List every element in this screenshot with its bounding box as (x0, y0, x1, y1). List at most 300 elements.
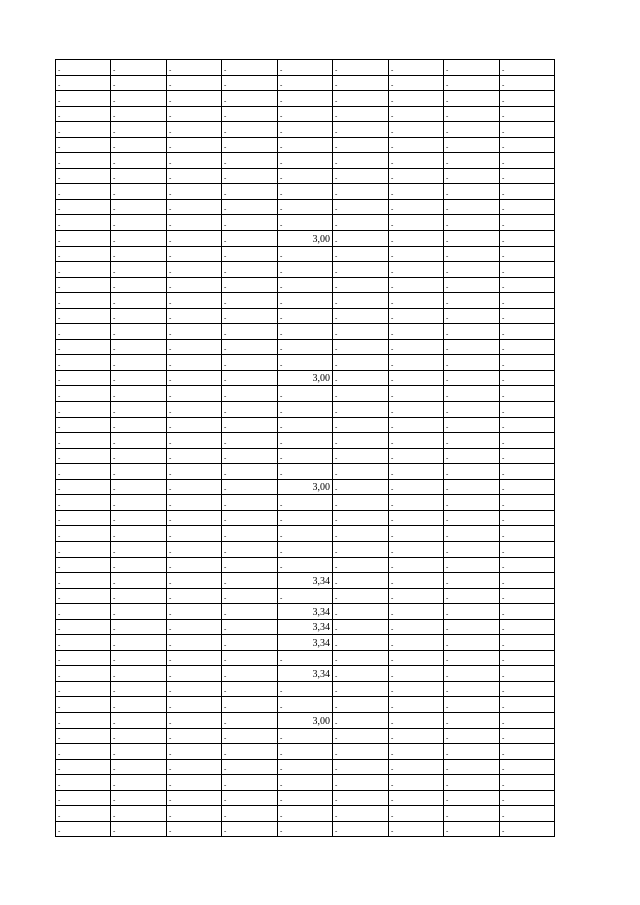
table-cell[interactable]: - (222, 402, 278, 418)
table-cell[interactable]: - (278, 510, 333, 526)
table-cell[interactable]: - (167, 246, 222, 262)
table-cell[interactable]: - (500, 168, 555, 184)
table-cell[interactable]: - (278, 246, 333, 262)
table-cell[interactable]: - (444, 821, 500, 837)
table-cell[interactable]: - (389, 728, 444, 744)
table-cell[interactable]: 3,34 (278, 619, 333, 635)
table-cell[interactable]: - (500, 464, 555, 480)
table-cell[interactable]: 3,34 (278, 666, 333, 682)
table-cell[interactable]: - (56, 479, 111, 495)
table-cell[interactable]: - (333, 588, 389, 604)
table-cell[interactable]: - (333, 168, 389, 184)
table-cell[interactable]: - (111, 153, 167, 169)
table-cell[interactable]: - (111, 526, 167, 542)
table-cell[interactable]: - (444, 697, 500, 713)
table-cell[interactable]: - (222, 324, 278, 340)
table-cell[interactable]: - (278, 402, 333, 418)
table-cell[interactable]: - (111, 619, 167, 635)
table-cell[interactable]: - (56, 759, 111, 775)
table-cell[interactable]: - (389, 604, 444, 620)
table-cell[interactable]: - (56, 573, 111, 589)
table-cell[interactable]: - (333, 759, 389, 775)
table-cell[interactable]: - (111, 464, 167, 480)
table-cell[interactable]: - (333, 650, 389, 666)
table-cell[interactable]: - (56, 666, 111, 682)
table-cell[interactable]: - (167, 402, 222, 418)
table-cell[interactable]: - (111, 339, 167, 355)
table-cell[interactable]: - (444, 728, 500, 744)
table-cell[interactable]: - (333, 557, 389, 573)
table-cell[interactable]: - (389, 759, 444, 775)
table-cell[interactable]: - (56, 806, 111, 822)
table-cell[interactable]: - (500, 402, 555, 418)
table-cell[interactable]: - (444, 604, 500, 620)
table-cell[interactable]: - (444, 91, 500, 107)
table-cell[interactable]: - (278, 386, 333, 402)
table-cell[interactable]: - (500, 697, 555, 713)
table-cell[interactable]: - (389, 448, 444, 464)
table-cell[interactable]: - (167, 510, 222, 526)
table-cell[interactable]: - (500, 495, 555, 511)
table-cell[interactable]: - (389, 246, 444, 262)
table-cell[interactable]: - (278, 526, 333, 542)
table-cell[interactable]: - (167, 231, 222, 247)
table-cell[interactable]: - (444, 650, 500, 666)
table-cell[interactable]: - (333, 402, 389, 418)
table-cell[interactable]: - (222, 308, 278, 324)
table-cell[interactable]: - (500, 137, 555, 153)
table-cell[interactable]: - (111, 495, 167, 511)
table-cell[interactable]: - (389, 386, 444, 402)
table-cell[interactable]: - (222, 681, 278, 697)
table-cell[interactable]: - (56, 370, 111, 386)
table-cell[interactable]: - (444, 464, 500, 480)
table-cell[interactable]: - (167, 573, 222, 589)
table-cell[interactable]: - (167, 153, 222, 169)
table-cell[interactable]: - (111, 604, 167, 620)
table-cell[interactable]: - (111, 433, 167, 449)
table-cell[interactable]: - (56, 650, 111, 666)
table-cell[interactable]: - (444, 370, 500, 386)
table-cell[interactable]: - (333, 775, 389, 791)
table-cell[interactable]: - (500, 526, 555, 542)
table-cell[interactable]: - (389, 355, 444, 371)
table-cell[interactable]: - (444, 681, 500, 697)
table-cell[interactable]: - (500, 635, 555, 651)
table-cell[interactable]: - (333, 308, 389, 324)
table-cell[interactable]: - (444, 153, 500, 169)
table-cell[interactable]: - (56, 215, 111, 231)
table-cell[interactable]: - (278, 650, 333, 666)
table-cell[interactable]: - (167, 324, 222, 340)
table-cell[interactable]: - (167, 433, 222, 449)
table-cell[interactable]: - (444, 168, 500, 184)
table-cell[interactable]: - (333, 541, 389, 557)
table-cell[interactable]: - (333, 495, 389, 511)
table-cell[interactable]: - (56, 417, 111, 433)
table-cell[interactable]: - (500, 728, 555, 744)
table-cell[interactable]: - (222, 775, 278, 791)
table-cell[interactable]: - (56, 697, 111, 713)
table-cell[interactable]: - (500, 588, 555, 604)
table-cell[interactable]: - (56, 199, 111, 215)
table-cell[interactable]: - (56, 60, 111, 76)
table-cell[interactable]: - (167, 821, 222, 837)
table-cell[interactable]: 3,00 (278, 231, 333, 247)
table-cell[interactable]: - (56, 510, 111, 526)
table-cell[interactable]: - (278, 153, 333, 169)
table-cell[interactable]: - (389, 775, 444, 791)
table-cell[interactable]: - (167, 277, 222, 293)
table-cell[interactable]: - (389, 370, 444, 386)
table-cell[interactable]: - (111, 75, 167, 91)
table-cell[interactable]: - (56, 541, 111, 557)
table-cell[interactable]: - (222, 168, 278, 184)
table-cell[interactable]: 3,34 (278, 604, 333, 620)
table-cell[interactable]: - (167, 495, 222, 511)
table-cell[interactable]: - (56, 464, 111, 480)
table-cell[interactable]: - (500, 231, 555, 247)
table-cell[interactable]: - (500, 122, 555, 138)
table-cell[interactable]: - (222, 759, 278, 775)
table-cell[interactable]: - (167, 106, 222, 122)
table-cell[interactable]: - (389, 573, 444, 589)
table-cell[interactable]: - (111, 91, 167, 107)
table-cell[interactable]: - (222, 557, 278, 573)
table-cell[interactable]: - (389, 806, 444, 822)
table-cell[interactable]: - (278, 308, 333, 324)
table-cell[interactable]: - (278, 448, 333, 464)
table-cell[interactable]: - (333, 355, 389, 371)
table-cell[interactable]: - (111, 510, 167, 526)
table-cell[interactable]: - (111, 137, 167, 153)
table-cell[interactable]: - (389, 821, 444, 837)
table-cell[interactable]: - (222, 60, 278, 76)
table-cell[interactable]: - (167, 619, 222, 635)
table-cell[interactable]: - (444, 510, 500, 526)
table-cell[interactable]: - (167, 790, 222, 806)
table-cell[interactable]: - (222, 541, 278, 557)
table-cell[interactable]: - (500, 806, 555, 822)
table-cell[interactable]: - (444, 60, 500, 76)
table-cell[interactable]: - (500, 681, 555, 697)
table-cell[interactable]: - (333, 246, 389, 262)
table-cell[interactable]: - (444, 106, 500, 122)
table-cell[interactable]: - (333, 215, 389, 231)
table-cell[interactable]: - (111, 666, 167, 682)
table-cell[interactable]: - (222, 806, 278, 822)
table-cell[interactable]: - (333, 417, 389, 433)
table-cell[interactable]: - (111, 184, 167, 200)
table-cell[interactable]: - (56, 122, 111, 138)
table-cell[interactable]: - (278, 433, 333, 449)
table-cell[interactable]: - (56, 262, 111, 278)
table-cell[interactable]: - (222, 417, 278, 433)
table-cell[interactable]: - (444, 775, 500, 791)
table-cell[interactable]: - (111, 775, 167, 791)
table-cell[interactable]: - (333, 697, 389, 713)
table-cell[interactable]: - (111, 557, 167, 573)
table-cell[interactable]: - (222, 137, 278, 153)
table-cell[interactable]: - (222, 464, 278, 480)
table-cell[interactable]: - (56, 588, 111, 604)
table-cell[interactable]: - (444, 433, 500, 449)
table-cell[interactable]: - (167, 635, 222, 651)
table-cell[interactable]: - (444, 246, 500, 262)
table-cell[interactable]: - (222, 339, 278, 355)
table-cell[interactable]: - (167, 526, 222, 542)
table-cell[interactable]: - (222, 370, 278, 386)
table-cell[interactable]: - (222, 231, 278, 247)
table-cell[interactable]: - (167, 417, 222, 433)
table-cell[interactable]: - (111, 728, 167, 744)
table-cell[interactable]: - (278, 60, 333, 76)
table-cell[interactable]: - (56, 821, 111, 837)
table-cell[interactable]: - (333, 448, 389, 464)
table-cell[interactable]: - (333, 184, 389, 200)
table-cell[interactable]: - (167, 448, 222, 464)
table-cell[interactable]: - (444, 137, 500, 153)
table-cell[interactable]: - (333, 821, 389, 837)
table-cell[interactable]: - (56, 635, 111, 651)
table-cell[interactable]: - (222, 199, 278, 215)
table-cell[interactable]: - (167, 588, 222, 604)
table-cell[interactable]: - (278, 417, 333, 433)
table-cell[interactable]: - (56, 495, 111, 511)
table-cell[interactable]: - (444, 448, 500, 464)
table-cell[interactable]: - (500, 355, 555, 371)
table-cell[interactable]: - (111, 697, 167, 713)
table-cell[interactable]: - (444, 199, 500, 215)
table-cell[interactable]: - (500, 293, 555, 309)
table-cell[interactable]: - (111, 821, 167, 837)
table-cell[interactable]: - (111, 355, 167, 371)
table-cell[interactable]: - (389, 106, 444, 122)
table-cell[interactable]: - (333, 370, 389, 386)
table-cell[interactable]: - (500, 215, 555, 231)
table-cell[interactable]: - (444, 293, 500, 309)
table-cell[interactable]: - (500, 324, 555, 340)
table-cell[interactable]: - (444, 184, 500, 200)
table-cell[interactable]: - (56, 402, 111, 418)
table-cell[interactable]: - (278, 588, 333, 604)
table-cell[interactable]: - (222, 433, 278, 449)
table-cell[interactable]: - (500, 557, 555, 573)
table-cell[interactable]: - (222, 106, 278, 122)
table-cell[interactable]: 3,34 (278, 635, 333, 651)
table-cell[interactable]: - (389, 324, 444, 340)
table-cell[interactable]: - (222, 650, 278, 666)
table-cell[interactable]: - (222, 495, 278, 511)
table-cell[interactable]: - (222, 604, 278, 620)
table-cell[interactable]: - (333, 712, 389, 728)
table-cell[interactable]: - (333, 277, 389, 293)
table-cell[interactable]: - (333, 479, 389, 495)
table-cell[interactable]: - (56, 728, 111, 744)
table-cell[interactable]: - (278, 91, 333, 107)
table-cell[interactable]: 3,00 (278, 712, 333, 728)
table-cell[interactable]: - (167, 728, 222, 744)
table-cell[interactable]: - (444, 231, 500, 247)
table-cell[interactable]: - (56, 184, 111, 200)
table-cell[interactable]: - (500, 417, 555, 433)
table-cell[interactable]: - (167, 479, 222, 495)
table-cell[interactable]: - (167, 712, 222, 728)
table-cell[interactable]: - (278, 355, 333, 371)
table-cell[interactable]: - (278, 277, 333, 293)
table-cell[interactable]: - (167, 184, 222, 200)
table-cell[interactable]: 3,34 (278, 573, 333, 589)
table-cell[interactable]: - (167, 60, 222, 76)
table-cell[interactable]: - (500, 541, 555, 557)
table-cell[interactable]: - (500, 277, 555, 293)
table-cell[interactable]: - (389, 588, 444, 604)
table-cell[interactable]: - (444, 479, 500, 495)
table-cell[interactable]: - (500, 573, 555, 589)
table-cell[interactable]: - (167, 650, 222, 666)
table-cell[interactable]: - (278, 293, 333, 309)
table-cell[interactable]: - (389, 495, 444, 511)
table-cell[interactable]: - (333, 790, 389, 806)
table-cell[interactable]: - (389, 510, 444, 526)
table-cell[interactable]: - (444, 526, 500, 542)
table-cell[interactable]: - (500, 106, 555, 122)
table-cell[interactable]: - (167, 681, 222, 697)
table-cell[interactable]: - (222, 215, 278, 231)
table-cell[interactable]: - (111, 479, 167, 495)
table-cell[interactable]: - (444, 619, 500, 635)
table-cell[interactable]: - (333, 106, 389, 122)
table-cell[interactable]: - (444, 588, 500, 604)
table-cell[interactable]: - (222, 697, 278, 713)
table-cell[interactable]: - (167, 806, 222, 822)
table-cell[interactable]: - (500, 153, 555, 169)
table-cell[interactable]: - (278, 744, 333, 760)
table-cell[interactable]: - (111, 386, 167, 402)
table-cell[interactable]: - (500, 308, 555, 324)
table-cell[interactable]: - (111, 168, 167, 184)
table-cell[interactable]: - (278, 728, 333, 744)
table-cell[interactable]: - (333, 619, 389, 635)
table-cell[interactable]: - (389, 635, 444, 651)
table-cell[interactable]: - (56, 557, 111, 573)
table-cell[interactable]: - (167, 308, 222, 324)
table-cell[interactable]: - (389, 199, 444, 215)
table-cell[interactable]: - (500, 775, 555, 791)
table-cell[interactable]: - (444, 262, 500, 278)
table-cell[interactable]: - (167, 215, 222, 231)
table-cell[interactable]: - (222, 728, 278, 744)
table-cell[interactable]: - (444, 573, 500, 589)
table-cell[interactable]: - (278, 821, 333, 837)
table-cell[interactable]: - (278, 122, 333, 138)
table-cell[interactable]: - (333, 324, 389, 340)
table-cell[interactable]: - (444, 417, 500, 433)
table-cell[interactable]: - (278, 262, 333, 278)
table-cell[interactable]: - (167, 464, 222, 480)
table-cell[interactable]: - (389, 339, 444, 355)
table-cell[interactable]: - (333, 666, 389, 682)
table-cell[interactable]: - (389, 215, 444, 231)
table-cell[interactable]: - (111, 106, 167, 122)
table-cell[interactable]: - (389, 541, 444, 557)
table-cell[interactable]: - (500, 370, 555, 386)
table-cell[interactable]: - (111, 712, 167, 728)
table-cell[interactable]: - (389, 697, 444, 713)
table-cell[interactable]: - (333, 433, 389, 449)
table-cell[interactable]: - (389, 168, 444, 184)
table-cell[interactable]: - (111, 215, 167, 231)
table-cell[interactable]: - (56, 168, 111, 184)
table-cell[interactable]: - (167, 370, 222, 386)
table-cell[interactable]: - (389, 262, 444, 278)
table-cell[interactable]: - (278, 557, 333, 573)
table-cell[interactable]: - (56, 308, 111, 324)
table-cell[interactable]: - (111, 417, 167, 433)
table-cell[interactable]: - (389, 277, 444, 293)
table-cell[interactable]: - (278, 775, 333, 791)
table-cell[interactable]: - (222, 573, 278, 589)
table-cell[interactable]: - (444, 759, 500, 775)
table-cell[interactable]: - (389, 744, 444, 760)
table-cell[interactable]: - (278, 806, 333, 822)
table-cell[interactable]: - (222, 744, 278, 760)
table-cell[interactable]: - (278, 137, 333, 153)
table-cell[interactable]: - (389, 184, 444, 200)
table-cell[interactable]: 3,00 (278, 479, 333, 495)
table-cell[interactable]: - (56, 433, 111, 449)
table-cell[interactable]: - (56, 744, 111, 760)
table-cell[interactable]: - (222, 448, 278, 464)
table-cell[interactable]: - (500, 60, 555, 76)
table-cell[interactable]: - (333, 728, 389, 744)
table-cell[interactable]: - (111, 60, 167, 76)
table-cell[interactable]: - (56, 775, 111, 791)
table-cell[interactable]: - (167, 775, 222, 791)
table-cell[interactable]: - (111, 246, 167, 262)
table-cell[interactable]: 3,00 (278, 370, 333, 386)
table-cell[interactable]: - (278, 464, 333, 480)
table-cell[interactable]: - (56, 339, 111, 355)
table-cell[interactable]: - (167, 137, 222, 153)
table-cell[interactable]: - (444, 744, 500, 760)
table-cell[interactable]: - (56, 324, 111, 340)
table-cell[interactable]: - (333, 91, 389, 107)
table-cell[interactable]: - (444, 712, 500, 728)
table-cell[interactable]: - (389, 293, 444, 309)
table-cell[interactable]: - (167, 541, 222, 557)
table-cell[interactable]: - (500, 666, 555, 682)
table-cell[interactable]: - (278, 324, 333, 340)
table-cell[interactable]: - (56, 75, 111, 91)
table-cell[interactable]: - (389, 308, 444, 324)
table-cell[interactable]: - (500, 821, 555, 837)
table-cell[interactable]: - (111, 650, 167, 666)
table-cell[interactable]: - (278, 215, 333, 231)
table-cell[interactable]: - (56, 448, 111, 464)
table-cell[interactable]: - (167, 293, 222, 309)
table-cell[interactable]: - (444, 635, 500, 651)
table-cell[interactable]: - (333, 464, 389, 480)
table-cell[interactable]: - (111, 681, 167, 697)
table-cell[interactable]: - (222, 246, 278, 262)
table-cell[interactable]: - (222, 790, 278, 806)
table-cell[interactable]: - (278, 168, 333, 184)
table-cell[interactable]: - (389, 479, 444, 495)
table-cell[interactable]: - (111, 573, 167, 589)
table-cell[interactable]: - (389, 122, 444, 138)
table-cell[interactable]: - (111, 231, 167, 247)
